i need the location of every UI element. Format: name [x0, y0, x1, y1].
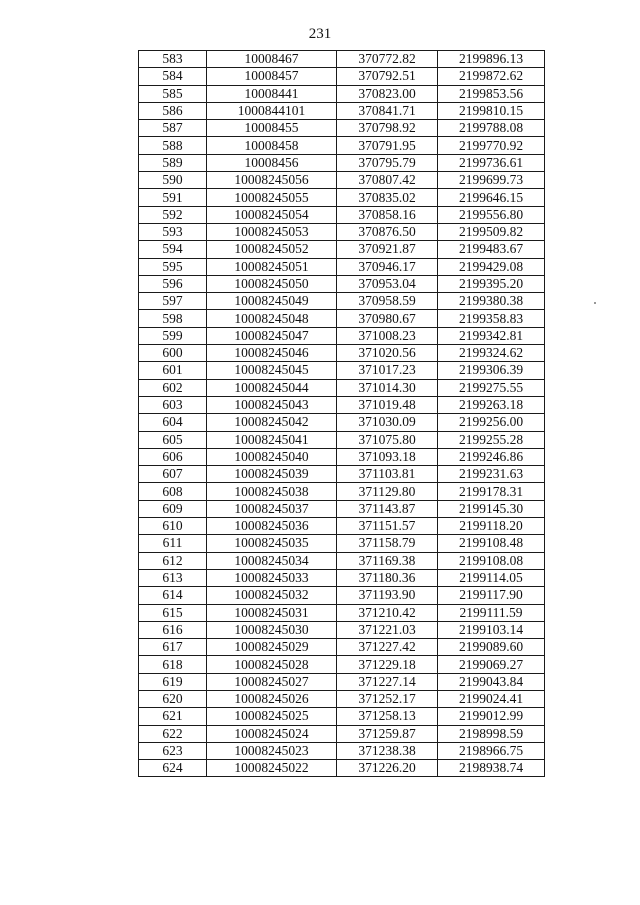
- x-coordinate-cell: 371169.38: [337, 552, 438, 569]
- x-coordinate-cell: 371258.13: [337, 708, 438, 725]
- x-coordinate-cell: 371014.30: [337, 379, 438, 396]
- table-row: [139, 396, 545, 413]
- row-number-cell: 624: [139, 760, 207, 777]
- table-row: [139, 327, 545, 344]
- y-coordinate-cell: 2199178.31: [438, 483, 545, 500]
- row-number-cell: 622: [139, 725, 207, 742]
- point-id-cell: 10008456: [207, 154, 337, 171]
- row-number-cell: 597: [139, 293, 207, 310]
- table-row: [139, 414, 545, 431]
- y-coordinate-cell: 2199108.08: [438, 552, 545, 569]
- y-coordinate-cell: 2199231.63: [438, 466, 545, 483]
- scan-speck: [594, 302, 596, 304]
- y-coordinate-cell: 2199395.20: [438, 275, 545, 292]
- row-number-cell: 601: [139, 362, 207, 379]
- point-id-cell: 10008245048: [207, 310, 337, 327]
- table-row: [139, 258, 545, 275]
- row-number-cell: 602: [139, 379, 207, 396]
- y-coordinate-cell: 2199306.39: [438, 362, 545, 379]
- table-row: [139, 120, 545, 137]
- x-coordinate-cell: 371019.48: [337, 396, 438, 413]
- y-coordinate-cell: 2199111.59: [438, 604, 545, 621]
- row-number-cell: 604: [139, 414, 207, 431]
- y-coordinate-cell: 2199089.60: [438, 639, 545, 656]
- row-number-cell: 617: [139, 639, 207, 656]
- y-coordinate-cell: 2199324.62: [438, 345, 545, 362]
- point-id-cell: 10008245030: [207, 621, 337, 638]
- x-coordinate-cell: 371210.42: [337, 604, 438, 621]
- row-number-cell: 618: [139, 656, 207, 673]
- row-number-cell: 605: [139, 431, 207, 448]
- y-coordinate-cell: 2199012.99: [438, 708, 545, 725]
- point-id-cell: 10008245056: [207, 172, 337, 189]
- table-row: [139, 275, 545, 292]
- y-coordinate-cell: 2199429.08: [438, 258, 545, 275]
- row-number-cell: 621: [139, 708, 207, 725]
- row-number-cell: 608: [139, 483, 207, 500]
- table-row: [139, 690, 545, 707]
- y-coordinate-cell: 2199255.28: [438, 431, 545, 448]
- table-row: [139, 345, 545, 362]
- point-id-cell: 10008245036: [207, 518, 337, 535]
- point-id-cell: 10008245046: [207, 345, 337, 362]
- x-coordinate-cell: 371129.80: [337, 483, 438, 500]
- y-coordinate-cell: 2199117.90: [438, 587, 545, 604]
- table-row: [139, 102, 545, 119]
- y-coordinate-cell: 2199699.73: [438, 172, 545, 189]
- point-id-cell: 10008245042: [207, 414, 337, 431]
- x-coordinate-cell: 371017.23: [337, 362, 438, 379]
- row-number-cell: 591: [139, 189, 207, 206]
- x-coordinate-cell: 370876.50: [337, 223, 438, 240]
- table-row: [139, 51, 545, 68]
- x-coordinate-cell: 371227.42: [337, 639, 438, 656]
- y-coordinate-cell: 2199114.05: [438, 569, 545, 586]
- point-id-cell: 10008245043: [207, 396, 337, 413]
- table-row: [139, 639, 545, 656]
- point-id-cell: 10008457: [207, 68, 337, 85]
- y-coordinate-cell: 2199275.55: [438, 379, 545, 396]
- point-id-cell: 10008245054: [207, 206, 337, 223]
- y-coordinate-cell: 2198998.59: [438, 725, 545, 742]
- y-coordinate-cell: 2199788.08: [438, 120, 545, 137]
- x-coordinate-cell: 370841.71: [337, 102, 438, 119]
- table-row: [139, 604, 545, 621]
- row-number-cell: 609: [139, 500, 207, 517]
- point-id-cell: 10008455: [207, 120, 337, 137]
- y-coordinate-cell: 2199896.13: [438, 51, 545, 68]
- point-id-cell: 10008245045: [207, 362, 337, 379]
- point-id-cell: 10008245032: [207, 587, 337, 604]
- x-coordinate-cell: 370823.00: [337, 85, 438, 102]
- y-coordinate-cell: 2199358.83: [438, 310, 545, 327]
- x-coordinate-cell: 371221.03: [337, 621, 438, 638]
- y-coordinate-cell: 2199118.20: [438, 518, 545, 535]
- x-coordinate-cell: 371193.90: [337, 587, 438, 604]
- row-number-cell: 599: [139, 327, 207, 344]
- row-number-cell: 589: [139, 154, 207, 171]
- row-number-cell: 606: [139, 448, 207, 465]
- point-id-cell: 10008245026: [207, 690, 337, 707]
- row-number-cell: 619: [139, 673, 207, 690]
- table-row: [139, 68, 545, 85]
- point-id-cell: 10008245051: [207, 258, 337, 275]
- point-id-cell: 10008245047: [207, 327, 337, 344]
- row-number-cell: 595: [139, 258, 207, 275]
- point-id-cell: 10008245053: [207, 223, 337, 240]
- table-row: [139, 483, 545, 500]
- x-coordinate-cell: 370953.04: [337, 275, 438, 292]
- x-coordinate-cell: 370807.42: [337, 172, 438, 189]
- x-coordinate-cell: 371020.56: [337, 345, 438, 362]
- x-coordinate-cell: 371075.80: [337, 431, 438, 448]
- table-row: [139, 189, 545, 206]
- row-number-cell: 590: [139, 172, 207, 189]
- table-row: [139, 587, 545, 604]
- row-number-cell: 600: [139, 345, 207, 362]
- table-row: [139, 725, 545, 742]
- table-row: [139, 656, 545, 673]
- y-coordinate-cell: 2199736.61: [438, 154, 545, 171]
- x-coordinate-cell: 370792.51: [337, 68, 438, 85]
- table-row: [139, 673, 545, 690]
- y-coordinate-cell: 2199853.56: [438, 85, 545, 102]
- row-number-cell: 596: [139, 275, 207, 292]
- point-id-cell: 10008245049: [207, 293, 337, 310]
- x-coordinate-cell: 370858.16: [337, 206, 438, 223]
- y-coordinate-cell: 2199103.14: [438, 621, 545, 638]
- x-coordinate-cell: 370980.67: [337, 310, 438, 327]
- row-number-cell: 594: [139, 241, 207, 258]
- y-coordinate-cell: 2199263.18: [438, 396, 545, 413]
- row-number-cell: 588: [139, 137, 207, 154]
- table-row: [139, 241, 545, 258]
- table-row: [139, 223, 545, 240]
- y-coordinate-cell: 2199246.86: [438, 448, 545, 465]
- row-number-cell: 615: [139, 604, 207, 621]
- x-coordinate-cell: 370958.59: [337, 293, 438, 310]
- table-row: [139, 379, 545, 396]
- point-id-cell: 10008245035: [207, 535, 337, 552]
- point-id-cell: 10008441: [207, 85, 337, 102]
- y-coordinate-cell: 2199872.62: [438, 68, 545, 85]
- row-number-cell: 603: [139, 396, 207, 413]
- table-body: [139, 51, 545, 777]
- y-coordinate-cell: 2199256.00: [438, 414, 545, 431]
- y-coordinate-cell: 2199646.15: [438, 189, 545, 206]
- x-coordinate-cell: 371252.17: [337, 690, 438, 707]
- point-id-cell: 10008245022: [207, 760, 337, 777]
- x-coordinate-cell: 370798.92: [337, 120, 438, 137]
- y-coordinate-cell: 2199108.48: [438, 535, 545, 552]
- y-coordinate-cell: 2199509.82: [438, 223, 545, 240]
- row-number-cell: 598: [139, 310, 207, 327]
- y-coordinate-cell: 2199069.27: [438, 656, 545, 673]
- table-row: [139, 708, 545, 725]
- table-row: [139, 742, 545, 759]
- point-id-cell: 10008245027: [207, 673, 337, 690]
- y-coordinate-cell: 2199770.92: [438, 137, 545, 154]
- point-id-cell: 10008245038: [207, 483, 337, 500]
- x-coordinate-cell: 371151.57: [337, 518, 438, 535]
- point-id-cell: 10008245041: [207, 431, 337, 448]
- point-id-cell: 10008458: [207, 137, 337, 154]
- table-row: [139, 466, 545, 483]
- x-coordinate-cell: 371030.09: [337, 414, 438, 431]
- row-number-cell: 585: [139, 85, 207, 102]
- x-coordinate-cell: 371180.36: [337, 569, 438, 586]
- row-number-cell: 587: [139, 120, 207, 137]
- table-row: [139, 500, 545, 517]
- row-number-cell: 607: [139, 466, 207, 483]
- table-row: [139, 760, 545, 777]
- x-coordinate-cell: 371093.18: [337, 448, 438, 465]
- y-coordinate-cell: 2199810.15: [438, 102, 545, 119]
- x-coordinate-cell: 371008.23: [337, 327, 438, 344]
- x-coordinate-cell: 371103.81: [337, 466, 438, 483]
- x-coordinate-cell: 371226.20: [337, 760, 438, 777]
- point-id-cell: 10008245040: [207, 448, 337, 465]
- y-coordinate-cell: 2199145.30: [438, 500, 545, 517]
- table-row: [139, 172, 545, 189]
- point-id-cell: 10008245028: [207, 656, 337, 673]
- x-coordinate-cell: 370921.87: [337, 241, 438, 258]
- row-number-cell: 586: [139, 102, 207, 119]
- point-id-cell: 10008245031: [207, 604, 337, 621]
- row-number-cell: 620: [139, 690, 207, 707]
- y-coordinate-cell: 2199342.81: [438, 327, 545, 344]
- table-row: [139, 518, 545, 535]
- table-row: [139, 448, 545, 465]
- x-coordinate-cell: 370946.17: [337, 258, 438, 275]
- page-number: 231: [308, 26, 332, 42]
- row-number-cell: 610: [139, 518, 207, 535]
- point-id-cell: 10008245023: [207, 742, 337, 759]
- row-number-cell: 612: [139, 552, 207, 569]
- point-id-cell: 1000844101: [207, 102, 337, 119]
- point-id-cell: 10008245025: [207, 708, 337, 725]
- x-coordinate-cell: 371229.18: [337, 656, 438, 673]
- x-coordinate-cell: 370835.02: [337, 189, 438, 206]
- row-number-cell: 616: [139, 621, 207, 638]
- point-id-cell: 10008245050: [207, 275, 337, 292]
- row-number-cell: 592: [139, 206, 207, 223]
- point-id-cell: 10008245034: [207, 552, 337, 569]
- point-id-cell: 10008467: [207, 51, 337, 68]
- table-row: [139, 569, 545, 586]
- y-coordinate-cell: 2198938.74: [438, 760, 545, 777]
- row-number-cell: 611: [139, 535, 207, 552]
- x-coordinate-cell: 371259.87: [337, 725, 438, 742]
- table-row: [139, 85, 545, 102]
- point-id-cell: 10008245024: [207, 725, 337, 742]
- x-coordinate-cell: 371238.38: [337, 742, 438, 759]
- table-row: [139, 552, 545, 569]
- table-row: [139, 154, 545, 171]
- y-coordinate-cell: 2199380.38: [438, 293, 545, 310]
- x-coordinate-cell: 370791.95: [337, 137, 438, 154]
- y-coordinate-cell: 2198966.75: [438, 742, 545, 759]
- y-coordinate-cell: 2199043.84: [438, 673, 545, 690]
- point-id-cell: 10008245055: [207, 189, 337, 206]
- row-number-cell: 623: [139, 742, 207, 759]
- x-coordinate-cell: 371227.14: [337, 673, 438, 690]
- row-number-cell: 613: [139, 569, 207, 586]
- y-coordinate-cell: 2199556.80: [438, 206, 545, 223]
- table-row: [139, 621, 545, 638]
- point-id-cell: 10008245052: [207, 241, 337, 258]
- point-id-cell: 10008245039: [207, 466, 337, 483]
- row-number-cell: 593: [139, 223, 207, 240]
- x-coordinate-cell: 371158.79: [337, 535, 438, 552]
- point-id-cell: 10008245044: [207, 379, 337, 396]
- table-row: [139, 293, 545, 310]
- coordinates-table: [138, 50, 545, 777]
- point-id-cell: 10008245037: [207, 500, 337, 517]
- table-row: [139, 362, 545, 379]
- row-number-cell: 583: [139, 51, 207, 68]
- table-row: [139, 206, 545, 223]
- x-coordinate-cell: 370772.82: [337, 51, 438, 68]
- row-number-cell: 614: [139, 587, 207, 604]
- table-row: [139, 137, 545, 154]
- y-coordinate-cell: 2199483.67: [438, 241, 545, 258]
- x-coordinate-cell: 371143.87: [337, 500, 438, 517]
- table-row: [139, 431, 545, 448]
- x-coordinate-cell: 370795.79: [337, 154, 438, 171]
- point-id-cell: 10008245033: [207, 569, 337, 586]
- point-id-cell: 10008245029: [207, 639, 337, 656]
- row-number-cell: 584: [139, 68, 207, 85]
- table-row: [139, 535, 545, 552]
- y-coordinate-cell: 2199024.41: [438, 690, 545, 707]
- table-row: [139, 310, 545, 327]
